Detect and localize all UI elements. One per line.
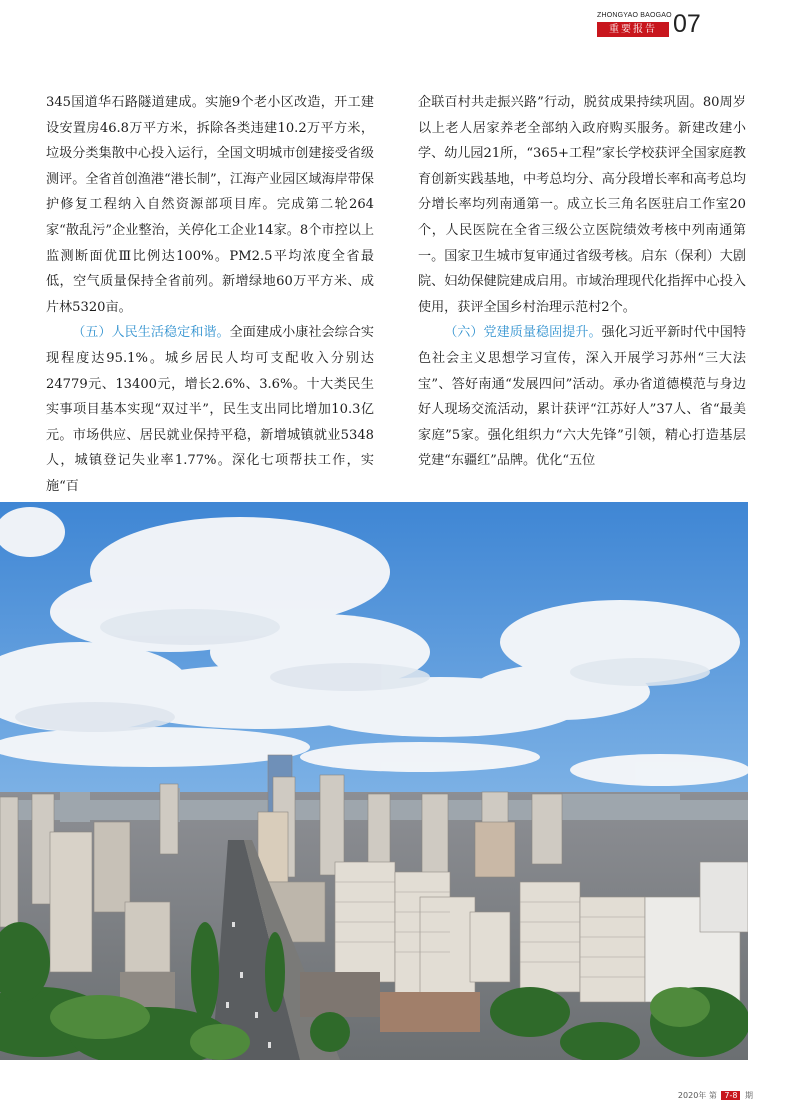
right-paragraph-2-body: 强化习近平新时代中国特色社会主义思想学习宣传，深入开展学习苏州“三大法宝”、答好南通“发展四问”活动。承办省道德模范与身边好人现场交流活动，累计获评“江苏好人”37人、省“最美家庭”5家。强化组织力“六大先锋”引领，精心打造基层党建“东疆红”品牌。优化“五位 — [418, 325, 747, 469]
section-heading-5: （五）人民生活稳定和谐。 — [72, 325, 230, 341]
issue-suffix: 期 — [745, 1091, 753, 1100]
section-badge: 重要报告 — [597, 22, 669, 37]
right-paragraph-2 — [418, 320, 746, 474]
section-heading-6: （六）党建质量稳固提升。 — [444, 325, 602, 341]
issue-year: 2020年 — [677, 1091, 707, 1100]
left-paragraph-2 — [46, 320, 374, 499]
left-paragraph-2-body: 全面建成小康社会综合实现程度达95.1%。城乡居民人均可支配收入分别达24779元、13400元，增长2.6%、3.6%。十大类民生实事项目基本实现“双过半”，民生支出同比增加10.3亿元。市场供应、居民就业保持平稳，新增城镇就业5348人，城镇登记失业率1.77%。深化七项帮扶工作，实施“百 — [46, 325, 375, 494]
city-aerial-photo — [0, 502, 748, 1060]
left-column — [46, 90, 374, 500]
issue-footer — [678, 1090, 753, 1101]
right-column — [418, 90, 746, 474]
left-paragraph-1: 345国道华石路隧道建成。实施9个老小区改造，开工建设安置房46.8万平方米，拆除各类违建10.2万平方米，垃圾分类集散中心投入运行，全国文明城市创建接受省级测评。全省首创渔港“港长制”，江海产业园区域海岸带保护修复工程纳入自然资源部项目库。完成第二轮264家“散乱污”企业整治，关停化工企业14家。8个市控以上监测断面优Ⅲ比例达100%。PM2.5平均浓度全省最低，空气质量保持全省前列。新增绿地60万平方米、成片林5320亩。 — [46, 95, 374, 315]
right-paragraph-1: 企联百村共走振兴路”行动，脱贫成果持续巩固。80周岁以上老人居家养老全部纳入政府购买服务。新建改建小学、幼儿园21所，“365+工程”家长学校获评全国家庭教育创新实践基地，中考总均分、高分段增长率和高考总均分增长率均列南通第一。成立长三角名医驻启工作室20个，人民医院在全省三级公立医院绩效考核中列南通第一。国家卫生城市复审通过省级考核。启东（保利）大剧院、妇幼保健院建成启用。市域治理现代化指挥中心投入使用，获评全国乡村治理示范村2个。 — [418, 95, 746, 315]
page-number: 07 — [673, 10, 701, 38]
issue-number-badge: 7-8 — [721, 1091, 740, 1100]
issue-prefix: 第 — [708, 1091, 717, 1100]
masthead — [597, 12, 747, 38]
masthead-pinyin: ZHONGYAO BAOGAO — [597, 12, 672, 19]
